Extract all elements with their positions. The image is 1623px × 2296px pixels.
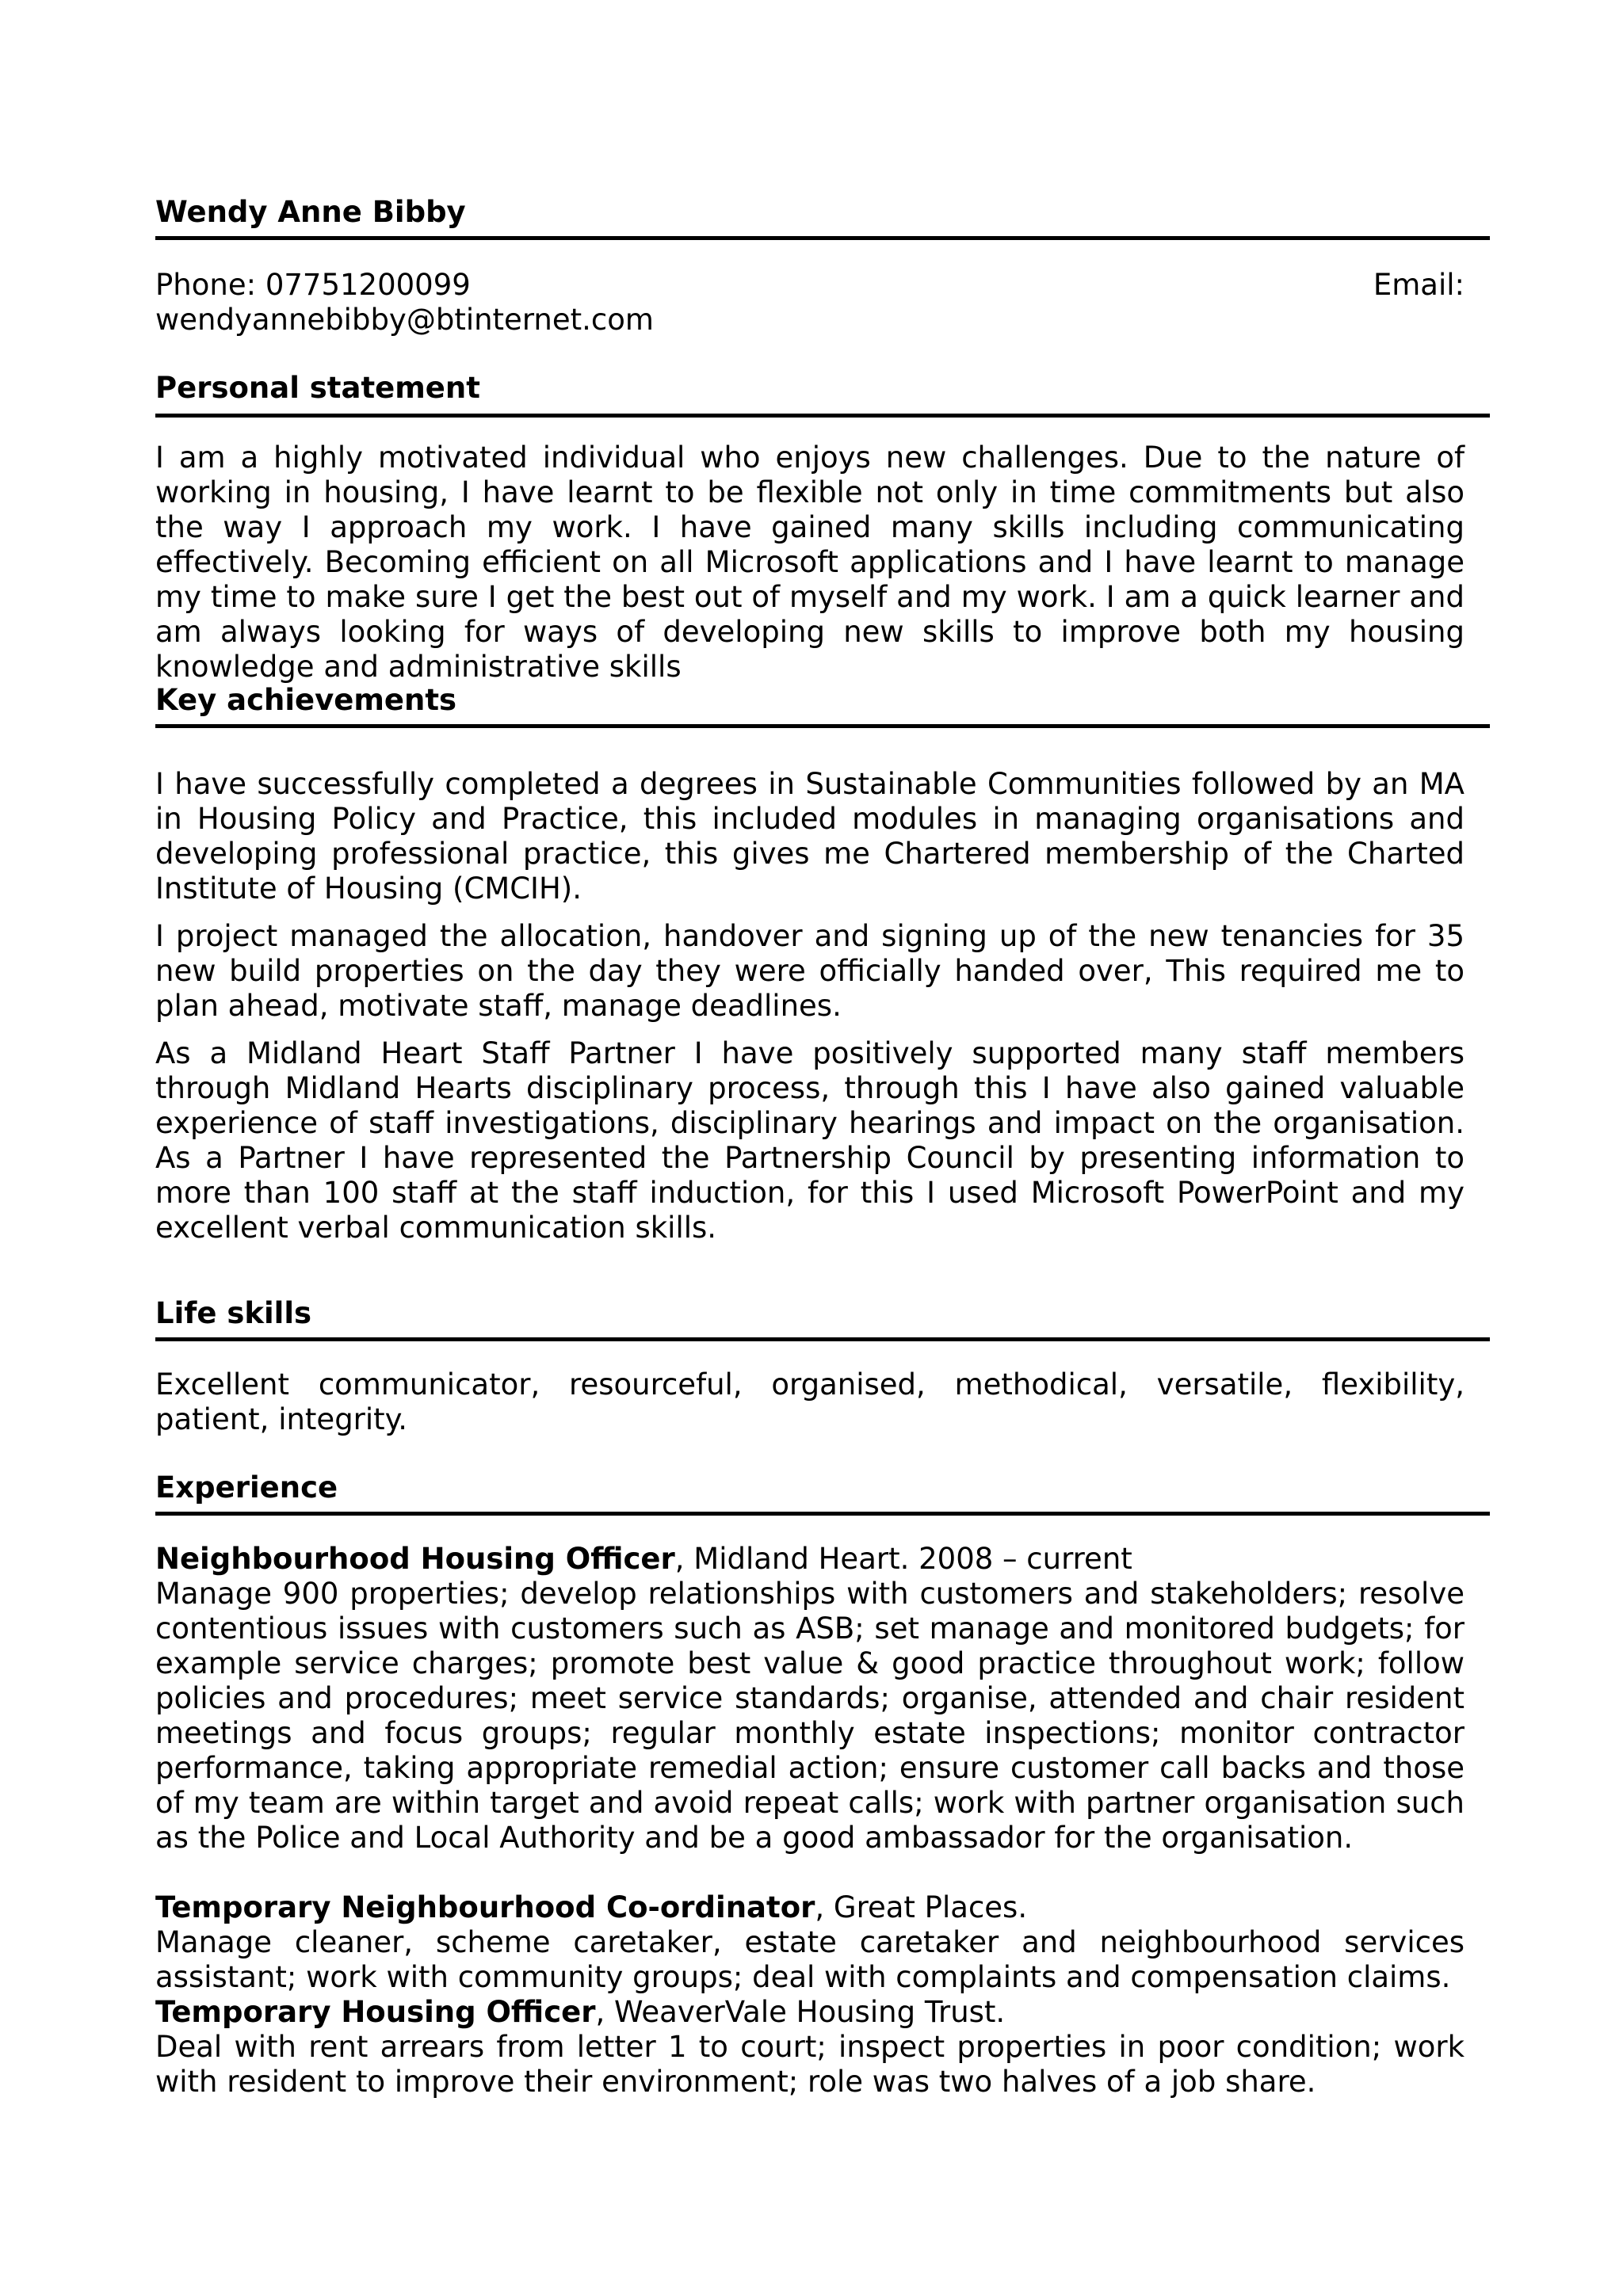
life-skills-text: Excellent communicator, resourceful, organised, methodical, versatile, flexibility, patient, integrity. <box>155 1367 1465 1436</box>
cv-name: Wendy Anne Bibby <box>155 195 466 229</box>
job-employer: , Midland Heart. 2008 – current <box>674 1542 1132 1576</box>
achievement-paragraph: I project managed the allocation, handover and signing up of the new tenancies for 35 new build properties on the day they were officially handed over, This required me to plan ahead, motivate staff, manage deadlines. <box>155 919 1465 1023</box>
job-description: Deal with rent arrears from letter 1 to court; inspect properties in poor condition; work with resident to improve their environment; role was two halves of a job share. <box>155 2030 1465 2099</box>
job-description: Manage cleaner, scheme caretaker, estate caretaker and neighbourhood services assistant; work with community groups; deal with complaints and compensation claims. <box>155 1925 1465 1994</box>
job-employer: , Great Places. <box>815 1890 1028 1924</box>
job-title: Temporary Housing Officer <box>155 1995 596 2029</box>
personal-statement-divider <box>155 414 1490 418</box>
job-spacer <box>155 1855 1465 1890</box>
contact-block <box>155 268 1465 338</box>
life-skills-heading: Life skills <box>155 1296 312 1330</box>
experience-divider <box>155 1512 1490 1516</box>
job-title: Neighbourhood Housing Officer <box>155 1542 675 1576</box>
job-entry <box>155 1995 1465 2100</box>
phone-text: Phone: 07751200099 <box>155 268 471 302</box>
name-divider <box>155 236 1490 240</box>
key-achievements-divider <box>155 724 1490 728</box>
job-title: Temporary Neighbourhood Co-ordinator <box>155 1890 815 1924</box>
cv-page <box>155 0 1474 2296</box>
email-label: Email: <box>1373 268 1465 302</box>
job-employer: , WeaverVale Housing Trust. <box>595 1995 1006 2029</box>
life-skills-divider <box>155 1337 1490 1341</box>
job-description: Manage 900 properties; develop relationships with customers and stakeholders; resolve contentious issues with customers such as ASB; set manage and monitored budgets; for example service charges; promote best value & good practice throughout work; follow policies and procedures; meet service standards; organise, attended and chair resident meetings and focus groups; regular monthly estate inspections; monitor contractor performance, taking appropriate remedial action; ensure customer call backs and those of my team are within target and avoid repeat calls; work with partner organisation such as the Police and Local Authority and be a good ambassador for the organisation. <box>155 1577 1465 1855</box>
personal-statement-text: I am a highly motivated individual who enjoys new challenges. Due to the nature of working in housing, I have learnt to be flexible not only in time commitments but also the way I approach my work. I have gained many skills including communicating effectively. Becoming efficient on all Microsoft applications and I have learnt to manage my time to make sure I get the best out of myself and my work. I am a quick learner and am always looking for ways of developing new skills to improve both my housing knowledge and administrative skills <box>155 441 1465 684</box>
email-text: wendyannebibby@btinternet.com <box>155 303 654 337</box>
personal-statement-heading: Personal statement <box>155 371 480 405</box>
experience-list <box>155 1542 1465 2100</box>
key-achievements-heading: Key achievements <box>155 683 457 717</box>
job-entry <box>155 1890 1465 1995</box>
job-entry <box>155 1542 1465 1855</box>
key-achievements-list <box>155 767 1465 1258</box>
contact-line <box>155 268 1465 303</box>
experience-heading: Experience <box>155 1470 338 1505</box>
achievement-paragraph: I have successfully completed a degrees in Sustainable Communities followed by an MA in Housing Policy and Practice, this included modules in managing organisations and developing professional practice, this gives me Chartered membership of the Charted Institute of Housing (CMCIH). <box>155 767 1465 906</box>
achievement-paragraph: As a Midland Heart Staff Partner I have positively supported many staff members through Midland Hearts disciplinary process, through this I have also gained valuable experience of staff investigations, disciplinary hearings and impact on the organisation. As a Partner I have represented the Partnership Council by presenting information to more than 100 staff at the staff induction, for this I used Microsoft PowerPoint and my excellent verbal communication skills. <box>155 1036 1465 1245</box>
